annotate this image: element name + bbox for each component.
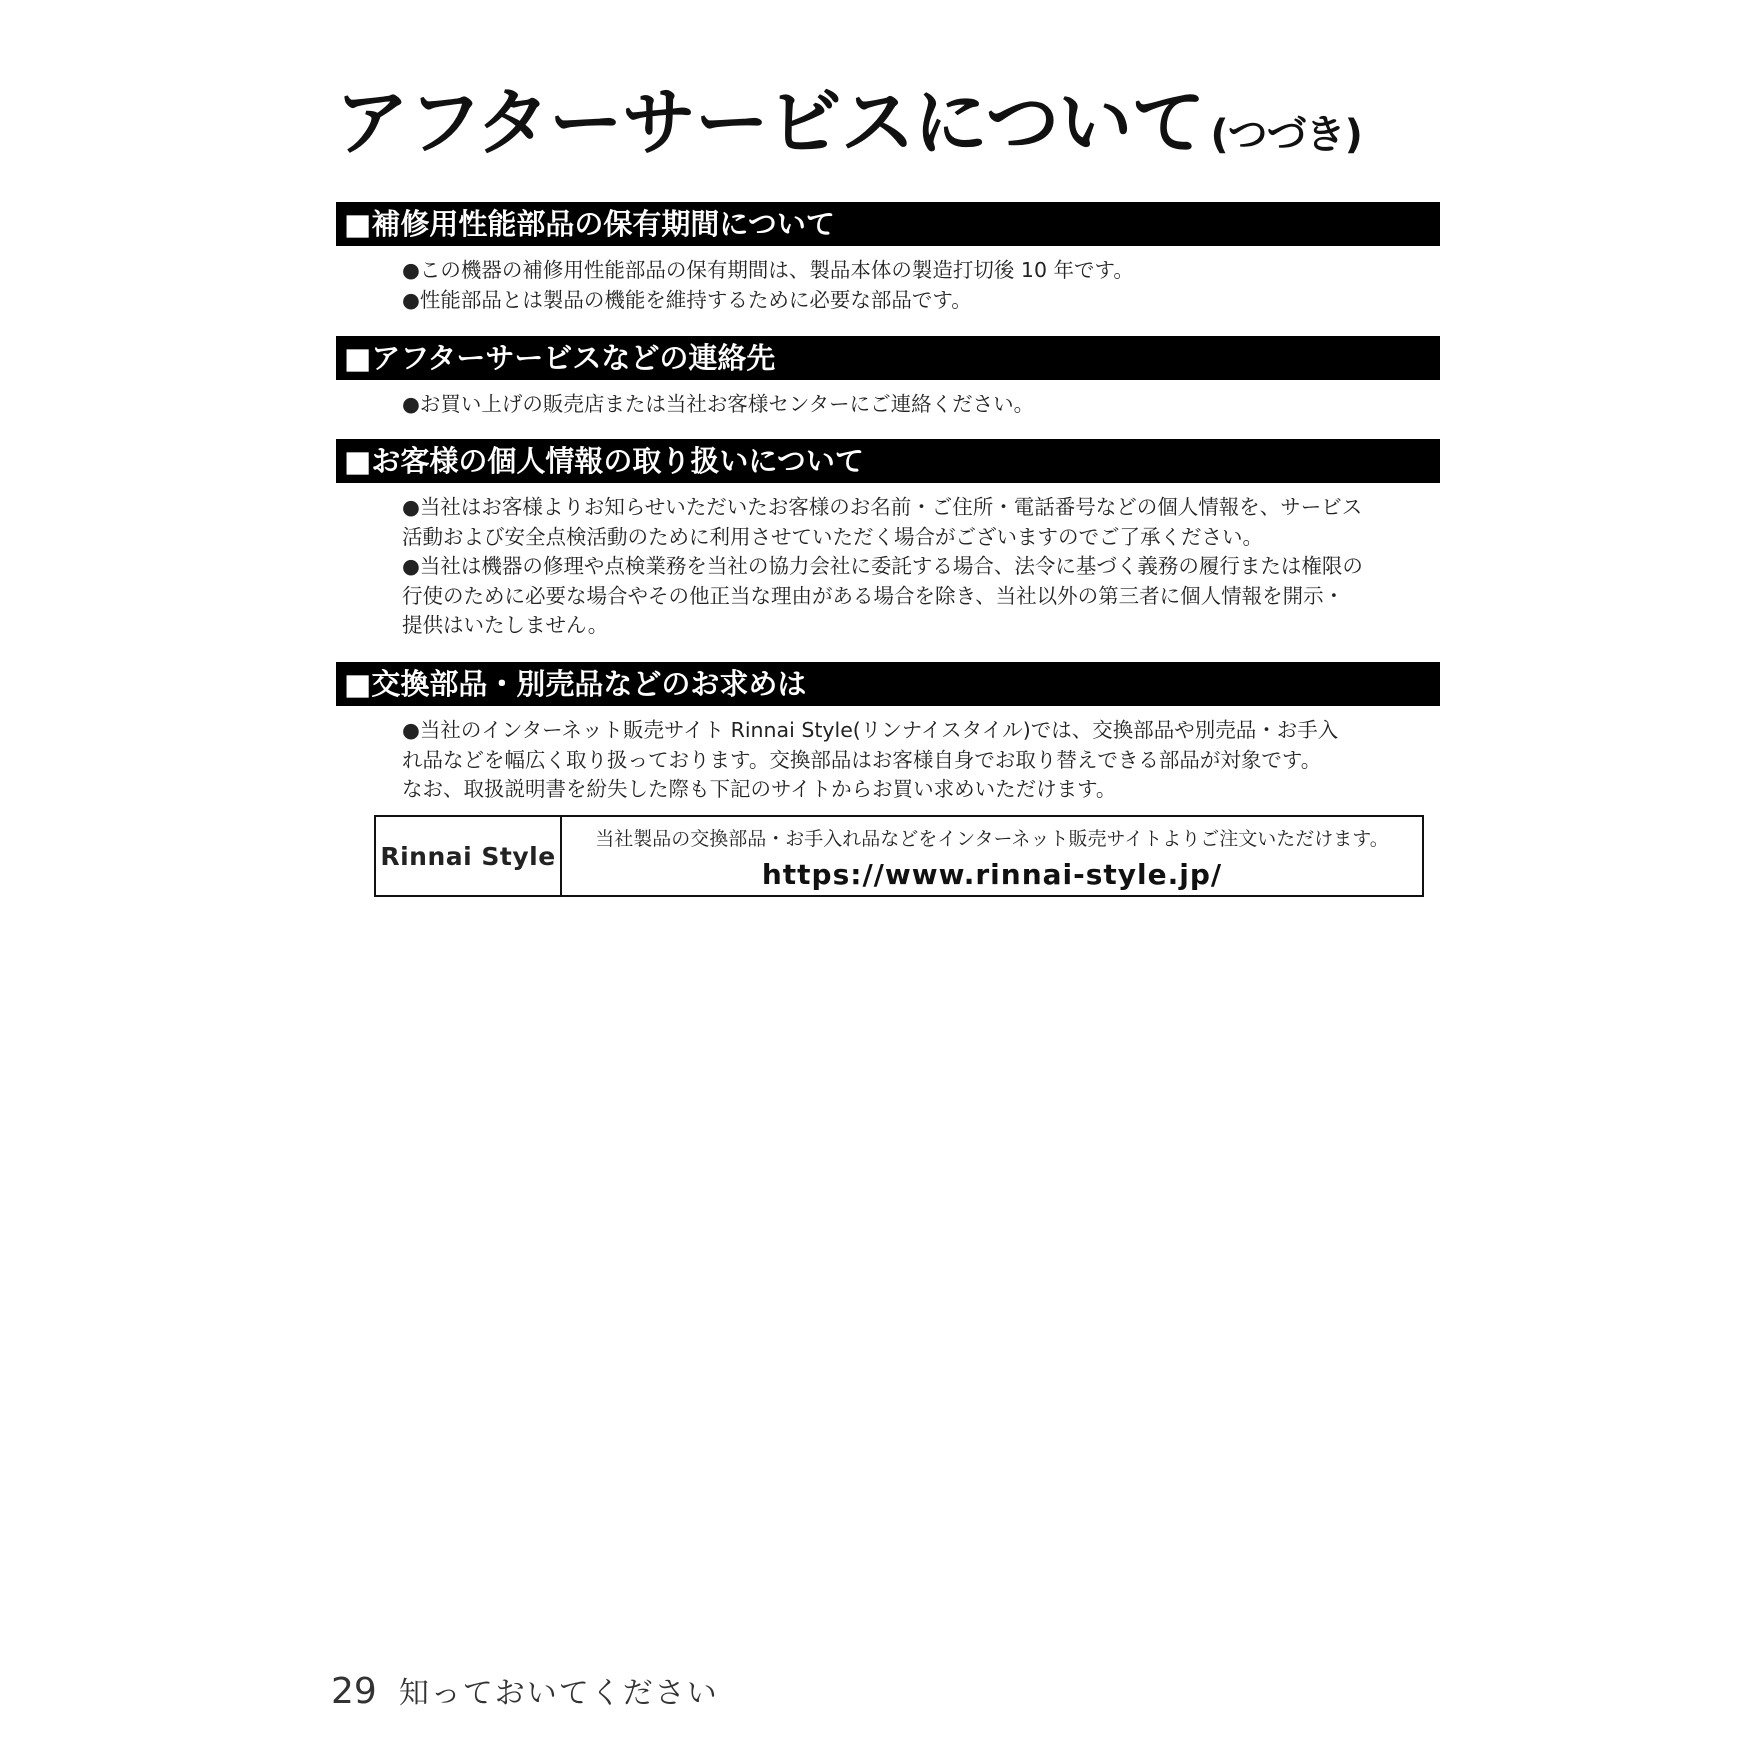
store-name: Rinnai Style bbox=[376, 817, 562, 895]
bullet-text: 活動および安全点検活動のために利用させていただく場合がございますのでご了承ください。 bbox=[402, 524, 1263, 549]
page-footer bbox=[331, 1668, 719, 1712]
bullet-text: ●当社のインターネット販売サイト Rinnai Style(リンナイスタイル)では、交換部品や別売品・お手入 bbox=[402, 718, 1339, 742]
section-heading: ■交換部品・別売品などのお求めは bbox=[336, 662, 1440, 706]
section-body bbox=[336, 493, 1440, 641]
bullet-item bbox=[336, 256, 1440, 286]
page-title bbox=[335, 78, 1362, 168]
bullet-text: ●当社はお客様よりお知らせいただいたお客様のお名前・ご住所・電話番号などの個人情報を、サービス bbox=[402, 495, 1363, 519]
section-heading: ■お客様の個人情報の取り扱いについて bbox=[336, 439, 1440, 483]
store-info-box bbox=[374, 815, 1424, 897]
store-url-link[interactable]: https://www.rinnai-style.jp/ bbox=[761, 858, 1223, 891]
store-info bbox=[562, 817, 1422, 895]
bullet-text: なお、取扱説明書を紛失した際も下記のサイトからお買い求めいただけます。 bbox=[402, 777, 1117, 801]
section-heading: ■補修用性能部品の保有期間について bbox=[336, 202, 1440, 246]
page-title-main: アフターサービスについて bbox=[335, 80, 1205, 166]
section-personal-info bbox=[336, 439, 1440, 641]
bullet-text: 提供はいたしません。 bbox=[402, 613, 609, 637]
bullet-text: ●当社は機器の修理や点検業務を当社の協力会社に委託する場合、法令に基づく義務の履行または権限の bbox=[402, 554, 1363, 578]
bullet-text: ●性能部品とは製品の機能を維持するために必要な部品です。 bbox=[402, 287, 972, 312]
bullet-item bbox=[336, 390, 1440, 420]
bullet-text: ●お買い上げの販売店または当社お客様センターにご連絡ください。 bbox=[402, 392, 1035, 416]
bullet-item bbox=[336, 286, 1440, 316]
store-description: 当社製品の交換部品・お手入れ品などをインターネット販売サイトよりご注文いただけます。 bbox=[595, 828, 1389, 850]
section-body bbox=[336, 390, 1440, 420]
bullet-text: れ品などを幅広く取り扱っております。交換部品はお客様自身でお取り替えできる部品が対象です。 bbox=[402, 747, 1322, 772]
section-heading: ■アフターサービスなどの連絡先 bbox=[336, 336, 1440, 380]
bullet-item bbox=[336, 552, 1440, 641]
footer-label: 知っておいてください bbox=[398, 1676, 719, 1711]
bullet-item bbox=[336, 716, 1440, 805]
bullet-text: ●この機器の補修用性能部品の保有期間は、製品本体の製造打切後 10 年です。 bbox=[402, 258, 1134, 282]
section-service-contact bbox=[336, 336, 1440, 420]
page-title-sub: (つづき) bbox=[1210, 112, 1362, 158]
section-parts-purchase bbox=[336, 662, 1440, 805]
section-body bbox=[336, 716, 1440, 805]
bullet-item bbox=[336, 493, 1440, 552]
section-body bbox=[336, 256, 1440, 315]
page-number: 29 bbox=[331, 1671, 377, 1712]
section-parts-retention bbox=[336, 202, 1440, 315]
bullet-text: 行使のために必要な場合やその他正当な理由がある場合を除き、当社以外の第三者に個人情報を開示・ bbox=[402, 583, 1345, 608]
